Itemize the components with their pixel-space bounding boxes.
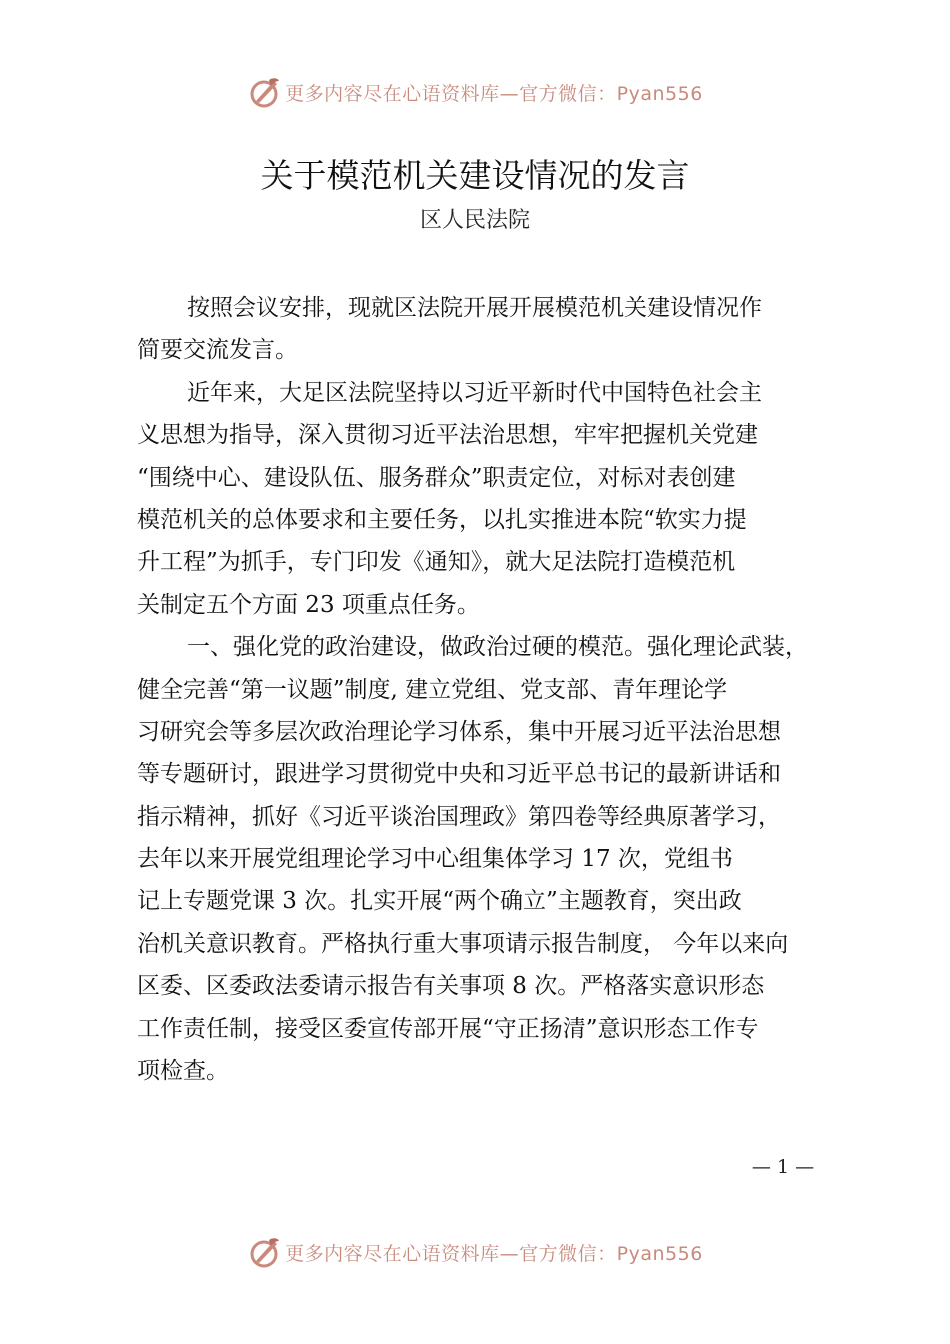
- text-line: 近年来，大足区法院坚持以习近平新时代中国特色社会主: [187, 379, 762, 406]
- page-number: — 1 —: [751, 1156, 815, 1178]
- text-line: 等专题研讨，跟进学习贯彻党中央和习近平总书记的最新讲话和: [137, 761, 781, 788]
- paragraph-overview: [137, 372, 837, 626]
- quill-pen-logo-icon: [247, 75, 281, 109]
- paragraph-political-building: [137, 626, 837, 1092]
- text-line: 健全完善“第一议题”制度, 建立党组、党支部、青年理论学: [137, 676, 728, 703]
- text-line: 习研究会等多层次政治理论学习体系，集中开展习近平法治思想: [137, 718, 781, 745]
- text-line: 义思想为指导，深入贯彻习近平法治思想，牢牢把握机关党建: [137, 422, 758, 449]
- text-line: 去年以来开展党组理论学习中心组集体学习 17 次，党组书: [137, 846, 733, 873]
- paragraph-intro: [137, 287, 837, 372]
- watermark-banner-top: [0, 72, 950, 112]
- text-line: 关制定五个方面 23 项重点任务。: [137, 591, 480, 618]
- text-line: 指示精神，抓好《习近平谈治国理政》第四卷等经典原著学习，: [137, 803, 781, 830]
- text-line: 模范机关的总体要求和主要任务，以扎实推进本院“软实力提: [137, 506, 747, 533]
- text-line: 简要交流发言。: [137, 337, 298, 364]
- text-line: 治机关意识教育。严格执行重大事项请示报告制度， 今年以来向: [137, 930, 789, 957]
- watermark-text: 更多内容尽在心语资料库—官方微信：Pyan556: [285, 1242, 703, 1265]
- document-title: 关于模范机关建设情况的发言: [260, 156, 690, 195]
- document-subtitle: 区人民法院: [419, 208, 530, 233]
- document-body: [137, 287, 837, 1092]
- text-line: 一、强化党的政治建设，做政治过硬的模范。强化理论武装，: [187, 634, 808, 661]
- watermark-banner-bottom: [0, 1232, 950, 1272]
- text-line: 项检查。: [137, 1058, 229, 1085]
- text-line: 按照会议安排，现就区法院开展开展模范机关建设情况作: [187, 295, 762, 321]
- watermark-text: 更多内容尽在心语资料库—官方微信：Pyan556: [285, 82, 703, 105]
- quill-pen-logo-icon: [247, 1235, 281, 1269]
- text-line: 记上专题党课 3 次。扎实开展“两个确立”主题教育，突出政: [137, 888, 742, 915]
- text-line: 工作责任制，接受区委宣传部开展“守正扬清”意识形态工作专: [137, 1015, 759, 1042]
- text-line: 升工程”为抓手，专门印发《通知》，就大足法院打造模范机: [137, 549, 736, 576]
- text-line: 区委、区委政法委请示报告有关事项 8 次。严格落实意识形态: [137, 973, 765, 1000]
- text-line: “围绕中心、建设队伍、服务群众”职责定位，对标对表创建: [137, 464, 736, 491]
